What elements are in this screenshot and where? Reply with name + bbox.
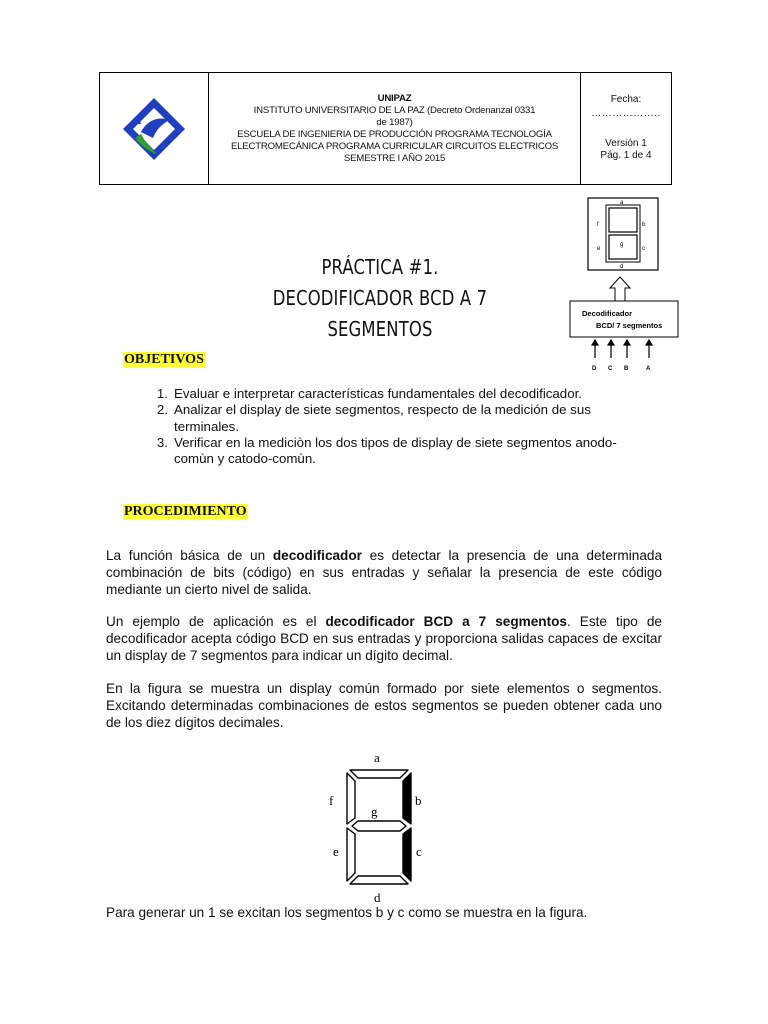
paragraph-1-text-c: es detectar la presencia de una determinada combinación de bits (código) en sus entradas y señalar la presencia de este código mediante un cierto nivel de salida.: [106, 548, 662, 597]
objetivos-heading-text: OBJETIVOS: [124, 352, 204, 367]
top-seg-e: e: [597, 246, 601, 252]
list-item-number: 1.: [156, 386, 168, 401]
segment-g: [352, 821, 406, 831]
header-line-4: ELECTROMECÁNICA PROGRAMA CURRICULAR CIRCUITOS ELECTRICOS: [230, 140, 559, 152]
title-line-1: PRÁCTICA #1.: [321, 255, 439, 279]
top-seg-b: b: [642, 222, 646, 228]
big-seg-b: b: [415, 793, 422, 808]
segment-b: [403, 773, 411, 824]
paragraph-1: [106, 548, 662, 598]
input-d: D: [592, 366, 597, 372]
page-number: Pág. 1 de 4: [600, 150, 652, 161]
paragraph-4: Para generar un 1 se excitan los segmentos b y c como se muestra en la figura.: [106, 905, 588, 920]
big-seg-f: f: [329, 793, 334, 808]
top-seg-c: c: [642, 246, 645, 252]
big-seg-a: a: [374, 750, 380, 765]
decoder-diagram: [560, 195, 680, 375]
top-seg-g: g: [620, 242, 624, 248]
segment-d: [350, 876, 408, 884]
input-c: C: [608, 366, 613, 372]
header-meta-block: [581, 73, 671, 184]
decoder-label-1: Decodificador: [582, 309, 633, 318]
header-line-5: SEMESTRE I AÑO 2015: [343, 152, 446, 164]
objetivos-list: [140, 386, 620, 467]
document-header: [99, 72, 672, 185]
title-line-2: DECODIFICADOR BCD A 7 SEGMENTOS: [272, 286, 488, 341]
paragraph-2: [106, 614, 662, 664]
list-item-number: 3.: [156, 434, 168, 450]
list-item: [140, 402, 620, 435]
paragraph-2-text-a: Un ejemplo de aplicación es el: [106, 614, 326, 629]
paragraph-2-text-c: . Este tipo de decodificador acepta código BCD en sus entradas y proporciona salidas capaces de excitar un display de 7 segmentos para indicar un dígito decimal.: [106, 614, 662, 663]
logo-cell: [100, 73, 209, 184]
list-item-text: Evaluar e interpretar características fundamentales del decodificador.: [174, 386, 582, 401]
decoder-label-2: BCD/ 7 segmentos: [596, 321, 663, 330]
segment-f: [347, 773, 355, 824]
top-seg-f: f: [597, 222, 599, 228]
segment-a: [350, 770, 408, 778]
top-seg-a: a: [620, 200, 624, 206]
paragraph-2-bold: decodificador BCD a 7 segmentos: [325, 614, 567, 629]
input-a: A: [646, 366, 651, 372]
paragraph-1-text-a: La función básica de un: [106, 548, 273, 563]
list-item-text: Analizar el display de siete segmentos, respecto de la medición de sus terminales.: [174, 402, 591, 434]
big-seg-g: g: [371, 804, 378, 819]
university-name: UNIPAZ: [377, 92, 412, 104]
page-title: [224, 252, 536, 345]
input-b: B: [624, 366, 629, 372]
unipaz-logo-icon: [119, 94, 189, 164]
paragraph-3: En la figura se muestra un display común formado por siete elementos o segmentos. Excitando determinadas combinaciones de estos segmentos se pueden obtener cada uno de los diez dígitos decimales.: [106, 681, 662, 730]
procedimiento-heading: [123, 502, 248, 520]
fecha-label: Fecha:: [610, 94, 642, 105]
list-item: [140, 435, 620, 468]
fecha-value: ………………..: [591, 108, 661, 119]
big-seg-d: d: [374, 890, 381, 905]
header-line-2: de 1987): [376, 116, 413, 128]
top-seg-d: d: [620, 264, 624, 270]
list-item: [140, 386, 620, 402]
seven-segment-figure: [320, 748, 440, 906]
big-seg-c: c: [416, 844, 422, 859]
big-seg-e: e: [333, 844, 339, 859]
paragraph-1-bold: decodificador: [272, 548, 362, 563]
header-institution-block: [209, 73, 581, 184]
list-item-text: Verificar en la mediciòn los dos tipos de display de siete segmentos anodo-comùn y catodo-comùn.: [174, 434, 617, 467]
header-line-1: INSTITUTO UNIVERSITARIO DE LA PAZ (Decreto Ordenanzal 0331: [253, 104, 536, 116]
procedimiento-heading-text: PROCEDIMIENTO: [124, 504, 247, 519]
segment-e: [347, 828, 355, 881]
list-item-number: 2.: [156, 402, 168, 418]
objetivos-heading: [123, 350, 205, 368]
header-line-3: ESCUELA DE INGENIERIA DE PRODUCCIÓN PROGRAMA TECNOLOGÍA: [237, 128, 552, 140]
version-label: Versión 1: [605, 138, 647, 149]
segment-c: [403, 828, 411, 881]
